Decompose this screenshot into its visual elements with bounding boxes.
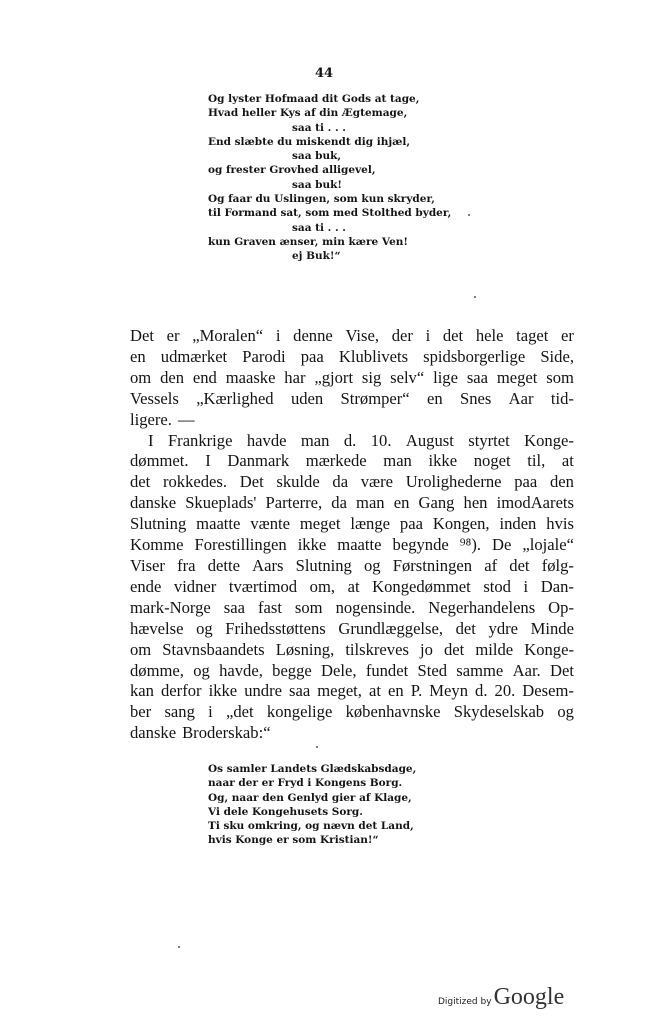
verse-2-line: naar der er Fryd i Kongens Borg. [208,777,403,790]
prose-line: danske Skueplads' Parterre, da man en Gang hen imodAarets [130,493,574,513]
prose-line: Komme Forestillingen ikke maatte begynde ⁹⁸). De „lojale“ [130,535,574,555]
verse-1-line: Og lyster Hofmaad dit Gods at tage, [208,93,420,105]
verse-2-line: Ti sku omkring, og nævn det Land, [208,820,414,833]
google-logo: Google [493,984,565,1010]
prose-line: det rokkedes. Det skulde da være Urolighederne paa den [130,472,574,492]
prose-line: I Frankrige havde man d. 10. August styrtet Konge- [148,430,574,450]
digitized-by-google [438,984,564,1011]
verse-1-line: til Formand sat, som med Stolthed byder, [208,207,452,220]
verse-1-line: saa buk, [292,150,342,163]
verse-1-line: saa buk! [292,178,343,191]
prose-line: ende vidner tværtimod om, at Kongedømmet stod i Dan- [130,576,574,596]
verse-1-line: Og faar du Uslingen, som kun skryder, [208,193,435,206]
prose-line: en udmærket Parodi paa Klublivets spidsborgerlige Side, [130,346,574,366]
prose-paragraphs [130,326,574,744]
prose-line: dømmet. I Danmark mærkede man ikke noget til, at [130,451,574,471]
verse-1-line: End slæbte du miskendt dig ihjæl, [208,135,411,148]
prose-line: ligere. — [130,409,195,429]
prose-line: Viser fra dette Aars Slutning og Førstningen af det følg- [130,555,574,575]
prose-line: Vessels „Kærlighed uden Strømper“ en Snes Aar tid- [130,388,574,408]
scan-speck [474,296,476,298]
verse-block-2 [208,762,508,848]
prose-line: dømme, og havde, begge Dele, fundet Sted samme Aar. Det [130,660,574,680]
scan-speck [178,946,180,948]
prose-line: kan derfor ikke undre saa meget, at en P. Meyn d. 20. Desem- [130,681,574,701]
verse-block-1 [208,92,508,264]
verse-2-line: Og, naar den Genlyd gier af Klage, [208,791,412,804]
verse-1-line: saa ti . . . [292,221,346,234]
prose-line: ber sang i „det kongelige københavnske Skydeselskab og [130,702,574,722]
digitized-by-text: Digitized by [438,997,492,1007]
verse-1-line: ej Buk!“ [292,250,341,263]
scan-speck [316,746,318,748]
prose-line: Slutning maatte vænte meget længe paa Kongen, inden hvis [130,514,574,534]
page-number: 44 [314,66,334,81]
prose-line: Det er „Moralen“ i denne Vise, der i det hele taget er [130,326,574,345]
prose-line: om Stavnsbaandets Løsning, tilskreves jo det milde Konge- [130,639,574,659]
verse-2-line: Vi dele Kongehusets Sorg. [208,805,363,818]
verse-1-line: Hvad heller Kys af din Ægtemage, [208,107,408,120]
verse-1-line: og frester Grovhed alligevel, [208,164,376,177]
prose-line: danske Broderskab:“ [130,723,271,743]
verse-1-line: saa ti . . . [292,121,346,134]
prose-line: mark-Norge saa fast som nogensinde. Negerhandelens Op- [130,597,574,617]
verse-1-line: kun Graven ænser, min kære Ven! [208,235,408,248]
prose-line: om den end maaske har „gjort sig selv“ lige saa meget som [130,367,574,387]
verse-2-line: hvis Konge er som Kristian!“ [208,834,379,847]
prose-line: hævelse og Frihedsstøttens Grundlæggelse, det ydre Minde [130,618,574,638]
verse-2-line: Os samler Landets Glædskabsdage, [208,763,417,775]
scan-speck [468,214,470,216]
